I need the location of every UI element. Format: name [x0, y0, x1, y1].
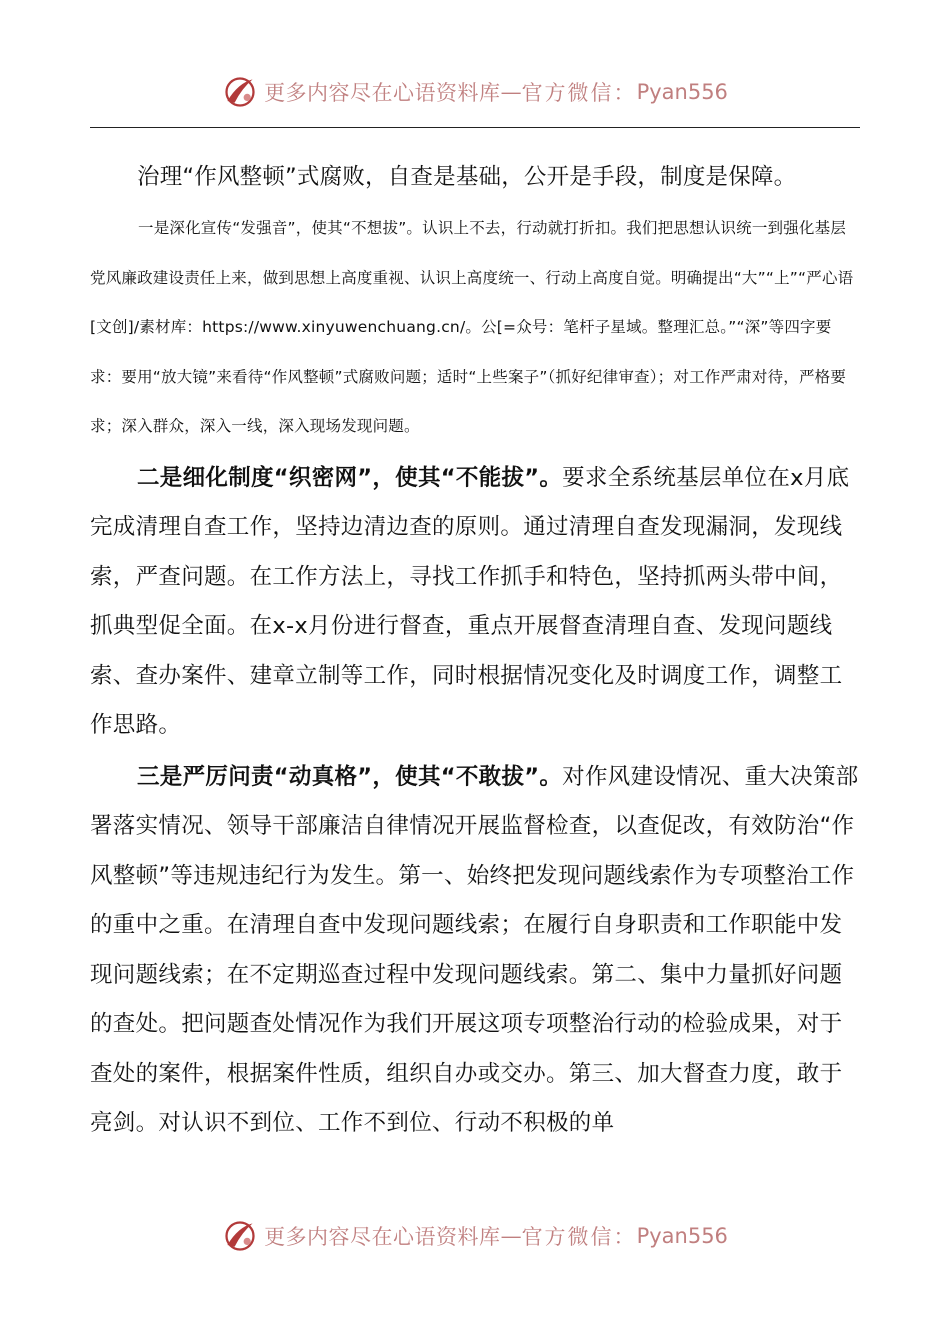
paragraph-3-text: 对作风建设情况、重大决策部署落实情况、领导干部廉洁自律情况开展监督检查，以查促改，有效防治“作风整顿”等违规违纪行为发生。第一、始终把发现问题线索作为专项整治工作的重中之重。在清理自查中发现问题线索；在履行自身职责和工作职能中发现问题线索；在不定期巡查过程中发现问题线索。第二、集中力量抓好问题的查处。把问题查处情况作为我们开展这项专项整治行动的检验成果，对于查处的案件，根据案件性质，组织自办或交办。第三、加大督查力度，敢于亮剑。对认识不到位、工作不到位、行动不积极的单: [90, 763, 859, 1137]
paragraph-3: [90, 753, 860, 1149]
paragraph-2-text: 要求全系统基层单位在x月底完成清理自查工作，坚持边清边查的原则。通过清理自查发现漏洞，发现线索，严查问题。在工作方法上，寻找工作抓手和特色，坚持抓两头带中间，抓典型促全面。在x-x月份进行督查，重点开展督查清理自查、发现问题线索、查办案件、建章立制等工作，同时根据情况变化及时调度工作，调整工作思路。: [90, 464, 850, 739]
paragraph-1: [90, 204, 860, 452]
footer-banner: [0, 1216, 950, 1256]
banner-text: 更多内容尽在心语资料库: [264, 81, 501, 105]
brand-logo-icon: [222, 1218, 258, 1254]
header-banner: [0, 72, 950, 112]
banner-wechat-id: Pyan556: [636, 1224, 728, 1248]
banner-wechat-id: Pyan556: [636, 80, 728, 104]
banner-label: 官方微信：: [521, 1225, 637, 1249]
document-lead-sentence: 治理“作风整顿”式腐败，自查是基础，公开是手段，制度是保障。: [137, 164, 797, 190]
banner-text: 更多内容尽在心语资料库: [264, 1225, 501, 1249]
header-divider: [90, 127, 860, 128]
brand-logo-icon: [222, 74, 258, 110]
banner-inner: [222, 74, 728, 110]
banner-separator: —: [500, 1224, 522, 1248]
paragraph-3-heading: 三是严厉问责“动真格”，使其“不敢拔”。: [137, 763, 563, 790]
banner-separator: —: [500, 80, 522, 104]
paragraph-2-heading: 二是细化制度“织密网”，使其“不能拔”。: [137, 464, 563, 491]
banner-label: 官方微信：: [521, 81, 637, 105]
document-body: [90, 150, 860, 1149]
banner-inner: [222, 1218, 728, 1254]
paragraph-2: [90, 454, 860, 751]
paragraph-1-text: 一是深化宣传“发强音”，使其“不想拔”。认识上不去，行动就打折扣。我们把思想认识统一到强化基层党风廉政建设责任上来，做到思想上高度重视、认识上高度统一、行动上高度自觉。明确提出“大”“上”“严心语[文创]/素材库：https://www.xinyuwenchuang.cn/。公[=众号：笔杆子星域。整理汇总。”“深”等四字要求：要用“放大镜”来看待“作风整顿”式腐败问题；适时“上些案子”（抓好纪律审查）；对工作严肃对待，严格要求；深入群众，深入一线，深入现场发现问题。: [90, 219, 854, 436]
